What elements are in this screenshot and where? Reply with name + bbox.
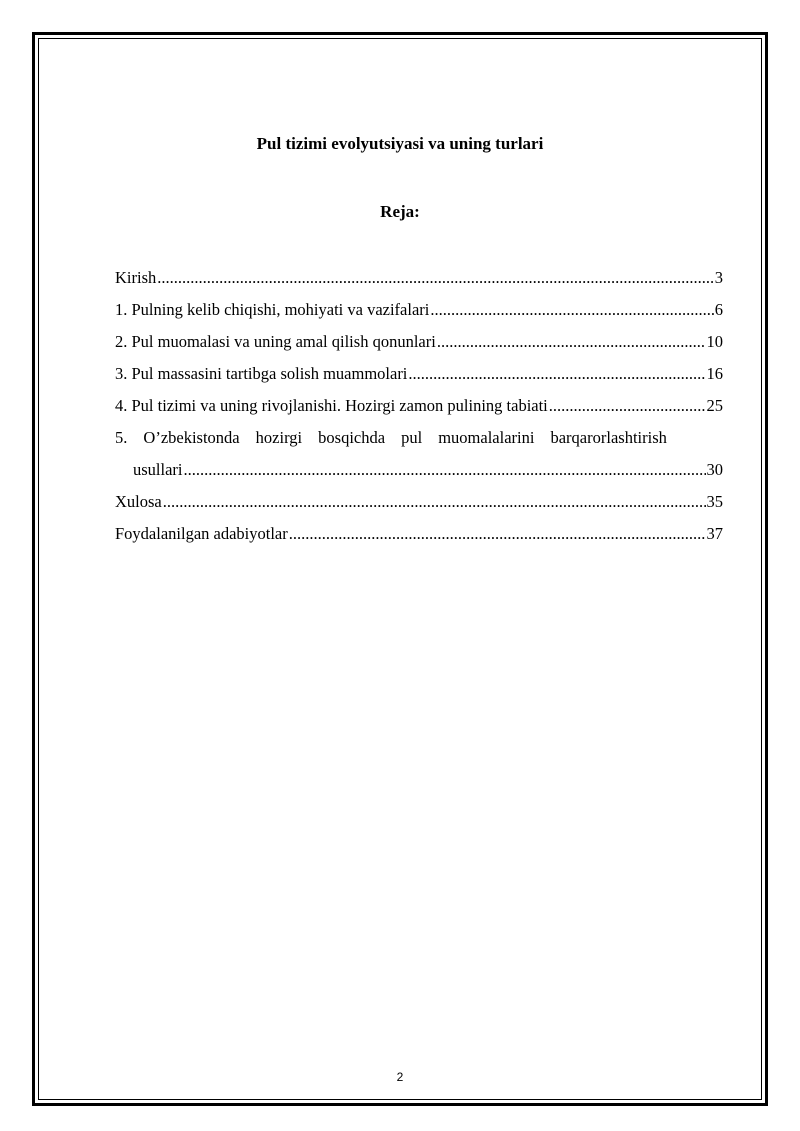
toc-word: 5. — [115, 428, 128, 447]
toc-leader-dots — [437, 326, 706, 358]
toc-word: barqarorlashtirish — [550, 428, 667, 447]
toc-entry-1 — [115, 294, 723, 326]
toc-entry-text: Xulosa — [115, 492, 162, 511]
toc-entry-page: 30 — [706, 460, 723, 479]
toc-leader-dots — [549, 390, 706, 422]
toc-leader-dots — [157, 262, 714, 294]
document-title: Pul tizimi evolyutsiyasi va uning turlari — [256, 134, 544, 153]
toc-word: pul — [401, 428, 423, 447]
toc-entry-text: Foydalanilgan adabiyotlar — [115, 524, 288, 543]
toc-entry-page: 3 — [714, 268, 723, 287]
toc-word: bosqichda — [318, 428, 386, 447]
table-of-contents — [115, 262, 723, 550]
toc-entry-text: 1. Pulning kelib chiqishi, mohiyati va vazifalari — [115, 300, 430, 319]
toc-leader-dots — [184, 454, 706, 486]
toc-entry-text: Kirish — [115, 268, 157, 287]
toc-entry-page: 10 — [706, 332, 723, 351]
toc-leader-dots — [289, 518, 706, 550]
toc-entry-page: 6 — [714, 300, 723, 319]
plan-heading: Reja: — [380, 202, 420, 221]
toc-entry-text: usullari — [133, 460, 183, 479]
toc-entry-5-line2 — [115, 454, 723, 486]
toc-entry-text: 4. Pul tizimi va uning rivojlanishi. Hozirgi zamon pulining tabiati — [115, 396, 548, 415]
toc-line-spacer — [683, 422, 723, 454]
toc-entry-page: 35 — [706, 492, 723, 511]
toc-entry-3 — [115, 358, 723, 390]
toc-entry-4 — [115, 390, 723, 422]
toc-word: muomalalarini — [438, 428, 535, 447]
toc-word: O’zbekistonda — [143, 428, 240, 447]
toc-word: hozirgi — [255, 428, 303, 447]
page-number: 2 — [396, 1070, 404, 1084]
toc-leader-dots — [408, 358, 705, 390]
toc-entry-xulosa — [115, 486, 723, 518]
toc-entry-5-line1 — [115, 422, 723, 454]
toc-entry-page: 16 — [706, 364, 723, 383]
toc-entry-text: 2. Pul muomalasi va uning amal qilish qonunlari — [115, 332, 436, 351]
toc-entry-adabiyotlar — [115, 518, 723, 550]
toc-entry-kirish — [115, 262, 723, 294]
toc-entry-page: 37 — [706, 524, 723, 543]
page-border-inner — [38, 38, 762, 1100]
toc-entry-page: 25 — [706, 396, 723, 415]
toc-entry-2 — [115, 326, 723, 358]
toc-leader-dots — [163, 486, 706, 518]
toc-leader-dots — [430, 294, 713, 326]
toc-entry-text: 3. Pul massasini tartibga solish muammolari — [115, 364, 408, 383]
